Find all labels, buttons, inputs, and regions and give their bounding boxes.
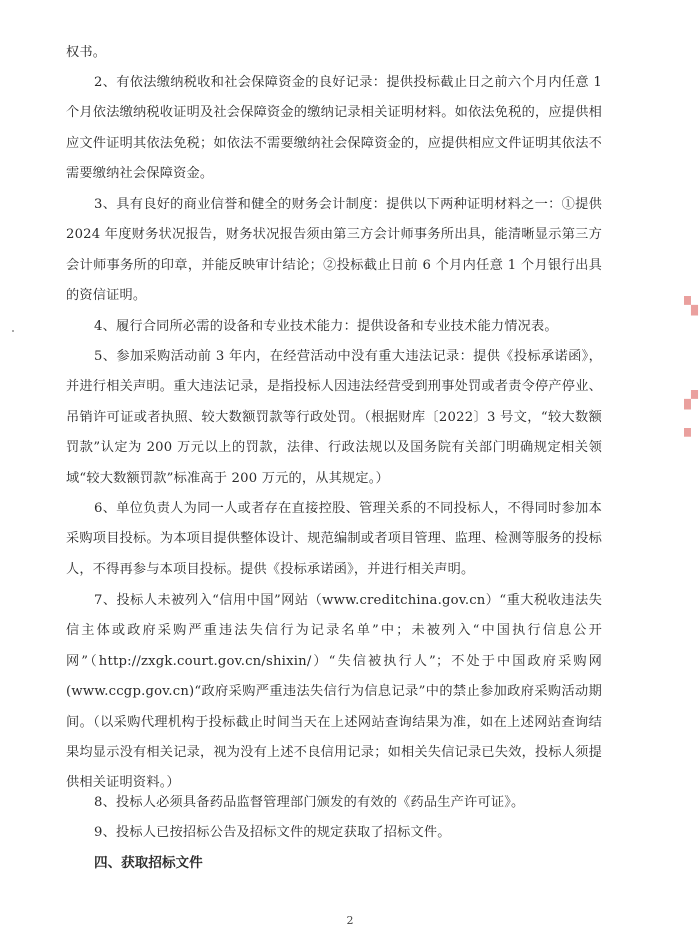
paragraph-item-4: 4、履行合同所必需的设备和专业技术能力：提供设备和专业技术能力情况表。	[94, 319, 558, 334]
seal-stamp-fragment-middle: ▞	[684, 390, 698, 410]
paragraph-item-3: 3、具有良好的商业信誉和健全的财务会计制度：提供以下两种证明材料之一：①提供 2024 年度财务状况报告，财务状况报告须由第三方会计师事务所出具，能清晰显示第三方会计师事务所的印章，并能反映审计结论；②投标截止日前 6 个月内任意 1 个月银行出具的资信证明。	[66, 197, 602, 304]
seal-stamp-fragment-top: ▚	[684, 296, 698, 316]
section-heading: 四、获取招标文件	[94, 855, 203, 871]
paragraph-item-2: 2、有依法缴纳税收和社会保障资金的良好记录：提供投标截止日之前六个月内任意 1 个月依法缴纳税收证明及社会保障资金的缴纳记录相关证明材料。如依法免税的，应提供相应文件证明其依法免税；如依法不需要缴纳社会保障资金的，应提供相应文件证明其依法不需要缴纳社会保障资金。	[66, 75, 602, 182]
paragraph-item-9: 9、投标人已按招标公告及招标文件的规定获取了招标文件。	[94, 825, 451, 840]
seal-stamp-fragment-bottom: ▘	[684, 428, 698, 448]
page-number: 2	[346, 914, 354, 927]
paragraph-item-7: 7、投标人未被列入“信用中国”网站（www.creditchina.gov.cn）“重大税收违法失信主体或政府采购严重违法失信行为记录名单”中；未被列入“中国执行信息公开网”（http://zxgk.court.gov.cn/shixin/）“失信被执行人”；不处于中国政府采购网(www.ccgp.gov.cn)“政府采购严重违法失信行为信息记录”中的禁止参加政府采购活动期间。（以采购代理机构于投标截止时间当天在上述网站查询结果为准，如在上述网站查询结果均显示没有相关记录，视为没有上述不良信用记录；如相关失信记录已失效，投标人须提供相关证明资料。）	[66, 593, 602, 791]
paragraph-item-8: 8、投标人必须具备药品监督管理部门颁发的有效的《药品生产许可证》。	[94, 795, 525, 810]
scan-dot	[12, 330, 14, 332]
paragraph-continuation: 权书。	[66, 45, 107, 60]
paragraph-item-6: 6、单位负责人为同一人或者存在直接控股、管理关系的不同投标人，不得同时参加本采购项目投标。为本项目提供整体设计、规范编制或者项目管理、监理、检测等服务的投标人，不得再参与本项目投标。提供《投标承诺函》，并进行相关声明。	[66, 501, 602, 577]
paragraph-item-5: 5、参加采购活动前 3 年内，在经营活动中没有重大违法记录：提供《投标承诺函》，并进行相关声明。重大违法记录，是指投标人因违法经营受到刑事处罚或者责令停产停业、吊销许可证或者执照、较大数额罚款等行政处罚。（根据财库〔2022〕3 号文，“较大数额罚款”认定为 200 万元以上的罚款，法律、行政法规以及国务院有关部门明确规定相关领域“较大数额罚款”标准高于 200 万元的，从其规定。）	[66, 349, 602, 486]
